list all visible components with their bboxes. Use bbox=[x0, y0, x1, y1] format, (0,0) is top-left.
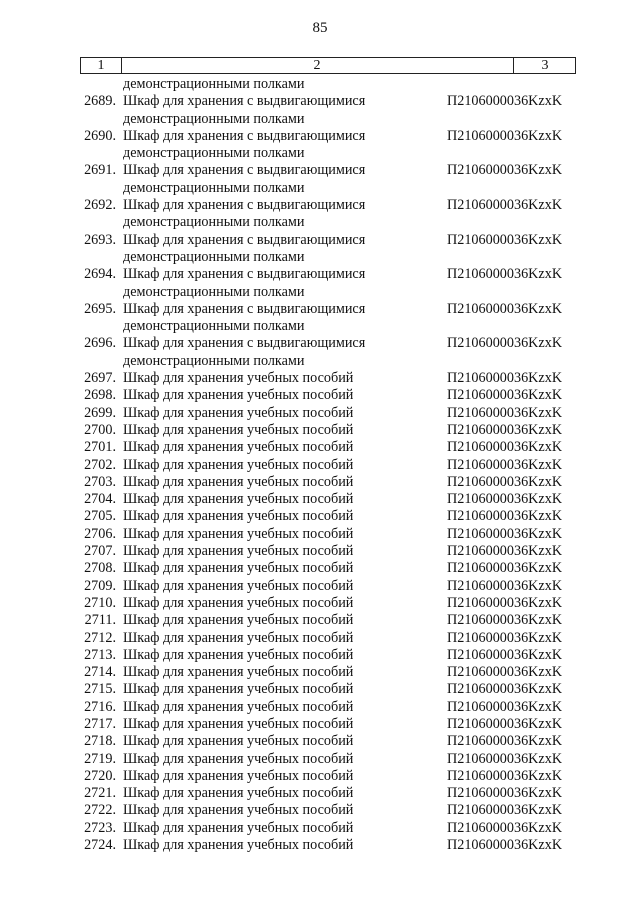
item-name: Шкаф для хранения учебных пособий bbox=[123, 421, 354, 438]
table-body bbox=[0, 76, 640, 854]
item-name-continuation: демонстрационными полками bbox=[123, 179, 305, 196]
item-code: П2106000036KzxK bbox=[447, 698, 563, 715]
item-name: Шкаф для хранения учебных пособий bbox=[123, 767, 354, 784]
row-number: 2699. bbox=[84, 404, 116, 421]
row-number: 2720. bbox=[84, 767, 116, 784]
item-code: П2106000036KzxK bbox=[447, 664, 563, 681]
item-name: Шкаф для хранения учебных пособий bbox=[123, 404, 354, 421]
item-name: Шкаф для хранения с выдвигающимися bbox=[123, 197, 366, 214]
item-code: П2106000036KzxK bbox=[447, 300, 563, 317]
row-number: 2704. bbox=[84, 491, 116, 508]
table-row bbox=[0, 335, 640, 352]
table-row bbox=[0, 664, 640, 681]
table-row bbox=[0, 820, 640, 837]
table-row bbox=[0, 681, 640, 698]
item-name-continuation: демонстрационными полками bbox=[123, 214, 305, 231]
row-number: 2702. bbox=[84, 456, 116, 473]
item-name: Шкаф для хранения учебных пособий bbox=[123, 525, 354, 542]
table-row bbox=[0, 612, 640, 629]
table-row bbox=[0, 232, 640, 249]
table-row bbox=[0, 128, 640, 145]
table-row bbox=[0, 716, 640, 733]
table-row bbox=[0, 387, 640, 404]
item-code: П2106000036KzxK bbox=[447, 577, 563, 594]
row-number: 2706. bbox=[84, 525, 116, 542]
item-code: П2106000036KzxK bbox=[447, 93, 563, 110]
row-number: 2707. bbox=[84, 543, 116, 560]
table-row bbox=[0, 266, 640, 283]
table-row bbox=[0, 578, 640, 595]
item-code: П2106000036KzxK bbox=[447, 612, 563, 629]
table-row bbox=[0, 508, 640, 525]
item-name: Шкаф для хранения учебных пособий bbox=[123, 750, 354, 767]
item-code: П2106000036KzxK bbox=[447, 525, 563, 542]
table-row bbox=[0, 439, 640, 456]
item-name: Шкаф для хранения учебных пособий bbox=[123, 387, 354, 404]
item-code: П2106000036KzxK bbox=[447, 629, 563, 646]
row-number: 2698. bbox=[84, 387, 116, 404]
row-number: 2715. bbox=[84, 681, 116, 698]
row-number: 2690. bbox=[84, 127, 116, 144]
item-code: П2106000036KzxK bbox=[447, 387, 563, 404]
row-number: 2695. bbox=[84, 300, 116, 317]
item-name: Шкаф для хранения с выдвигающимися bbox=[123, 93, 366, 110]
table-row bbox=[0, 526, 640, 543]
item-code: П2106000036KzxK bbox=[447, 421, 563, 438]
item-name: Шкаф для хранения учебных пособий bbox=[123, 715, 354, 732]
item-code: П2106000036KzxK bbox=[447, 456, 563, 473]
row-number: 2710. bbox=[84, 594, 116, 611]
item-name: Шкаф для хранения с выдвигающимися bbox=[123, 231, 366, 248]
table-row bbox=[0, 93, 640, 110]
row-number: 2694. bbox=[84, 266, 116, 283]
table-row bbox=[0, 837, 640, 854]
item-name: Шкаф для хранения с выдвигающимися bbox=[123, 300, 366, 317]
row-number: 2723. bbox=[84, 819, 116, 836]
row-number: 2714. bbox=[84, 664, 116, 681]
item-name: Шкаф для хранения учебных пособий bbox=[123, 646, 354, 663]
item-name: Шкаф для хранения учебных пособий bbox=[123, 837, 354, 854]
item-name: Шкаф для хранения учебных пособий bbox=[123, 473, 354, 490]
item-name: Шкаф для хранения с выдвигающимися bbox=[123, 335, 366, 352]
item-name: Шкаф для хранения учебных пособий bbox=[123, 664, 354, 681]
continuation-line: демонстрационными полками bbox=[123, 76, 305, 92]
header-col-3: 3 bbox=[541, 58, 549, 73]
row-number: 2692. bbox=[84, 197, 116, 214]
row-number: 2701. bbox=[84, 439, 116, 456]
item-name: Шкаф для хранения учебных пособий bbox=[123, 733, 354, 750]
item-name: Шкаф для хранения учебных пособий bbox=[123, 439, 354, 456]
item-code: П2106000036KzxK bbox=[447, 162, 563, 179]
table-row bbox=[0, 162, 640, 179]
item-name: Шкаф для хранения учебных пособий bbox=[123, 491, 354, 508]
row-number: 2722. bbox=[84, 802, 116, 819]
item-code: П2106000036KzxK bbox=[447, 767, 563, 784]
row-number: 2716. bbox=[84, 698, 116, 715]
item-code: П2106000036KzxK bbox=[447, 197, 563, 214]
item-name-continuation: демонстрационными полками bbox=[123, 352, 305, 369]
item-name: Шкаф для хранения учебных пособий bbox=[123, 785, 354, 802]
item-code: П2106000036KzxK bbox=[447, 404, 563, 421]
item-name: Шкаф для хранения учебных пособий bbox=[123, 698, 354, 715]
item-name: Шкаф для хранения учебных пособий bbox=[123, 681, 354, 698]
row-number: 2689. bbox=[84, 93, 116, 110]
item-code: П2106000036KzxK bbox=[447, 560, 563, 577]
row-number: 2724. bbox=[84, 837, 116, 854]
item-name: Шкаф для хранения учебных пособий bbox=[123, 370, 354, 387]
row-number: 2697. bbox=[84, 370, 116, 387]
table-row bbox=[0, 405, 640, 422]
row-number: 2709. bbox=[84, 577, 116, 594]
table-row bbox=[0, 197, 640, 214]
item-code: П2106000036KzxK bbox=[447, 715, 563, 732]
item-code: П2106000036KzxK bbox=[447, 127, 563, 144]
item-code: П2106000036KzxK bbox=[447, 733, 563, 750]
table-row bbox=[0, 647, 640, 664]
row-number: 2712. bbox=[84, 629, 116, 646]
table-row bbox=[0, 370, 640, 387]
item-code: П2106000036KzxK bbox=[447, 231, 563, 248]
header-col-1: 1 bbox=[81, 58, 122, 73]
item-name: Шкаф для хранения с выдвигающимися bbox=[123, 127, 366, 144]
page-number: 85 bbox=[312, 20, 328, 36]
table-row bbox=[0, 560, 640, 577]
item-name: Шкаф для хранения учебных пособий bbox=[123, 560, 354, 577]
table-row bbox=[0, 785, 640, 802]
item-code: П2106000036KzxK bbox=[447, 370, 563, 387]
row-number: 2703. bbox=[84, 473, 116, 490]
row-number: 2721. bbox=[84, 785, 116, 802]
row-number: 2708. bbox=[84, 560, 116, 577]
header-col-2: 2 bbox=[121, 58, 514, 73]
table-row bbox=[0, 699, 640, 716]
row-number: 2711. bbox=[84, 612, 116, 629]
row-number: 2700. bbox=[84, 421, 116, 438]
item-name: Шкаф для хранения с выдвигающимися bbox=[123, 266, 366, 283]
item-name: Шкаф для хранения учебных пособий bbox=[123, 629, 354, 646]
item-name: Шкаф для хранения учебных пособий bbox=[123, 594, 354, 611]
item-name: Шкаф для хранения учебных пособий bbox=[123, 543, 354, 560]
table-row bbox=[0, 768, 640, 785]
table-row bbox=[0, 802, 640, 819]
row-number: 2696. bbox=[84, 335, 116, 352]
item-name: Шкаф для хранения с выдвигающимися bbox=[123, 162, 366, 179]
table-row bbox=[0, 301, 640, 318]
table-row bbox=[0, 751, 640, 768]
item-code: П2106000036KzxK bbox=[447, 266, 563, 283]
table-row bbox=[0, 543, 640, 560]
item-code: П2106000036KzxK bbox=[447, 594, 563, 611]
row-number: 2691. bbox=[84, 162, 116, 179]
row-number: 2719. bbox=[84, 750, 116, 767]
item-code: П2106000036KzxK bbox=[447, 802, 563, 819]
item-code: П2106000036KzxK bbox=[447, 819, 563, 836]
item-name: Шкаф для хранения учебных пособий bbox=[123, 819, 354, 836]
item-code: П2106000036KzxK bbox=[447, 543, 563, 560]
item-code: П2106000036KzxK bbox=[447, 646, 563, 663]
item-name-continuation: демонстрационными полками bbox=[123, 110, 305, 127]
row-number: 2693. bbox=[84, 231, 116, 248]
item-code: П2106000036KzxK bbox=[447, 473, 563, 490]
row-number: 2718. bbox=[84, 733, 116, 750]
table-row bbox=[0, 595, 640, 612]
item-name: Шкаф для хранения учебных пособий bbox=[123, 508, 354, 525]
item-code: П2106000036KzxK bbox=[447, 681, 563, 698]
row-number: 2717. bbox=[84, 715, 116, 732]
item-name: Шкаф для хранения учебных пособий bbox=[123, 456, 354, 473]
item-code: П2106000036KzxK bbox=[447, 335, 563, 352]
item-code: П2106000036KzxK bbox=[447, 439, 563, 456]
table-row bbox=[0, 422, 640, 439]
table-row bbox=[0, 630, 640, 647]
item-code: П2106000036KzxK bbox=[447, 750, 563, 767]
item-name-continuation: демонстрационными полками bbox=[123, 318, 305, 335]
row-number: 2705. bbox=[84, 508, 116, 525]
item-name-continuation: демонстрационными полками bbox=[123, 283, 305, 300]
table-row bbox=[0, 457, 640, 474]
table-row bbox=[0, 733, 640, 750]
item-name: Шкаф для хранения учебных пособий bbox=[123, 577, 354, 594]
item-name-continuation: демонстрационными полками bbox=[123, 248, 305, 265]
row-number: 2713. bbox=[84, 646, 116, 663]
item-code: П2106000036KzxK bbox=[447, 785, 563, 802]
item-code: П2106000036KzxK bbox=[447, 837, 563, 854]
table-row bbox=[0, 474, 640, 491]
table-header bbox=[80, 57, 576, 74]
item-name: Шкаф для хранения учебных пособий bbox=[123, 802, 354, 819]
item-name-continuation: демонстрационными полками bbox=[123, 145, 305, 162]
item-code: П2106000036KzxK bbox=[447, 508, 563, 525]
table-row bbox=[0, 491, 640, 508]
item-code: П2106000036KzxK bbox=[447, 491, 563, 508]
item-name: Шкаф для хранения учебных пособий bbox=[123, 612, 354, 629]
